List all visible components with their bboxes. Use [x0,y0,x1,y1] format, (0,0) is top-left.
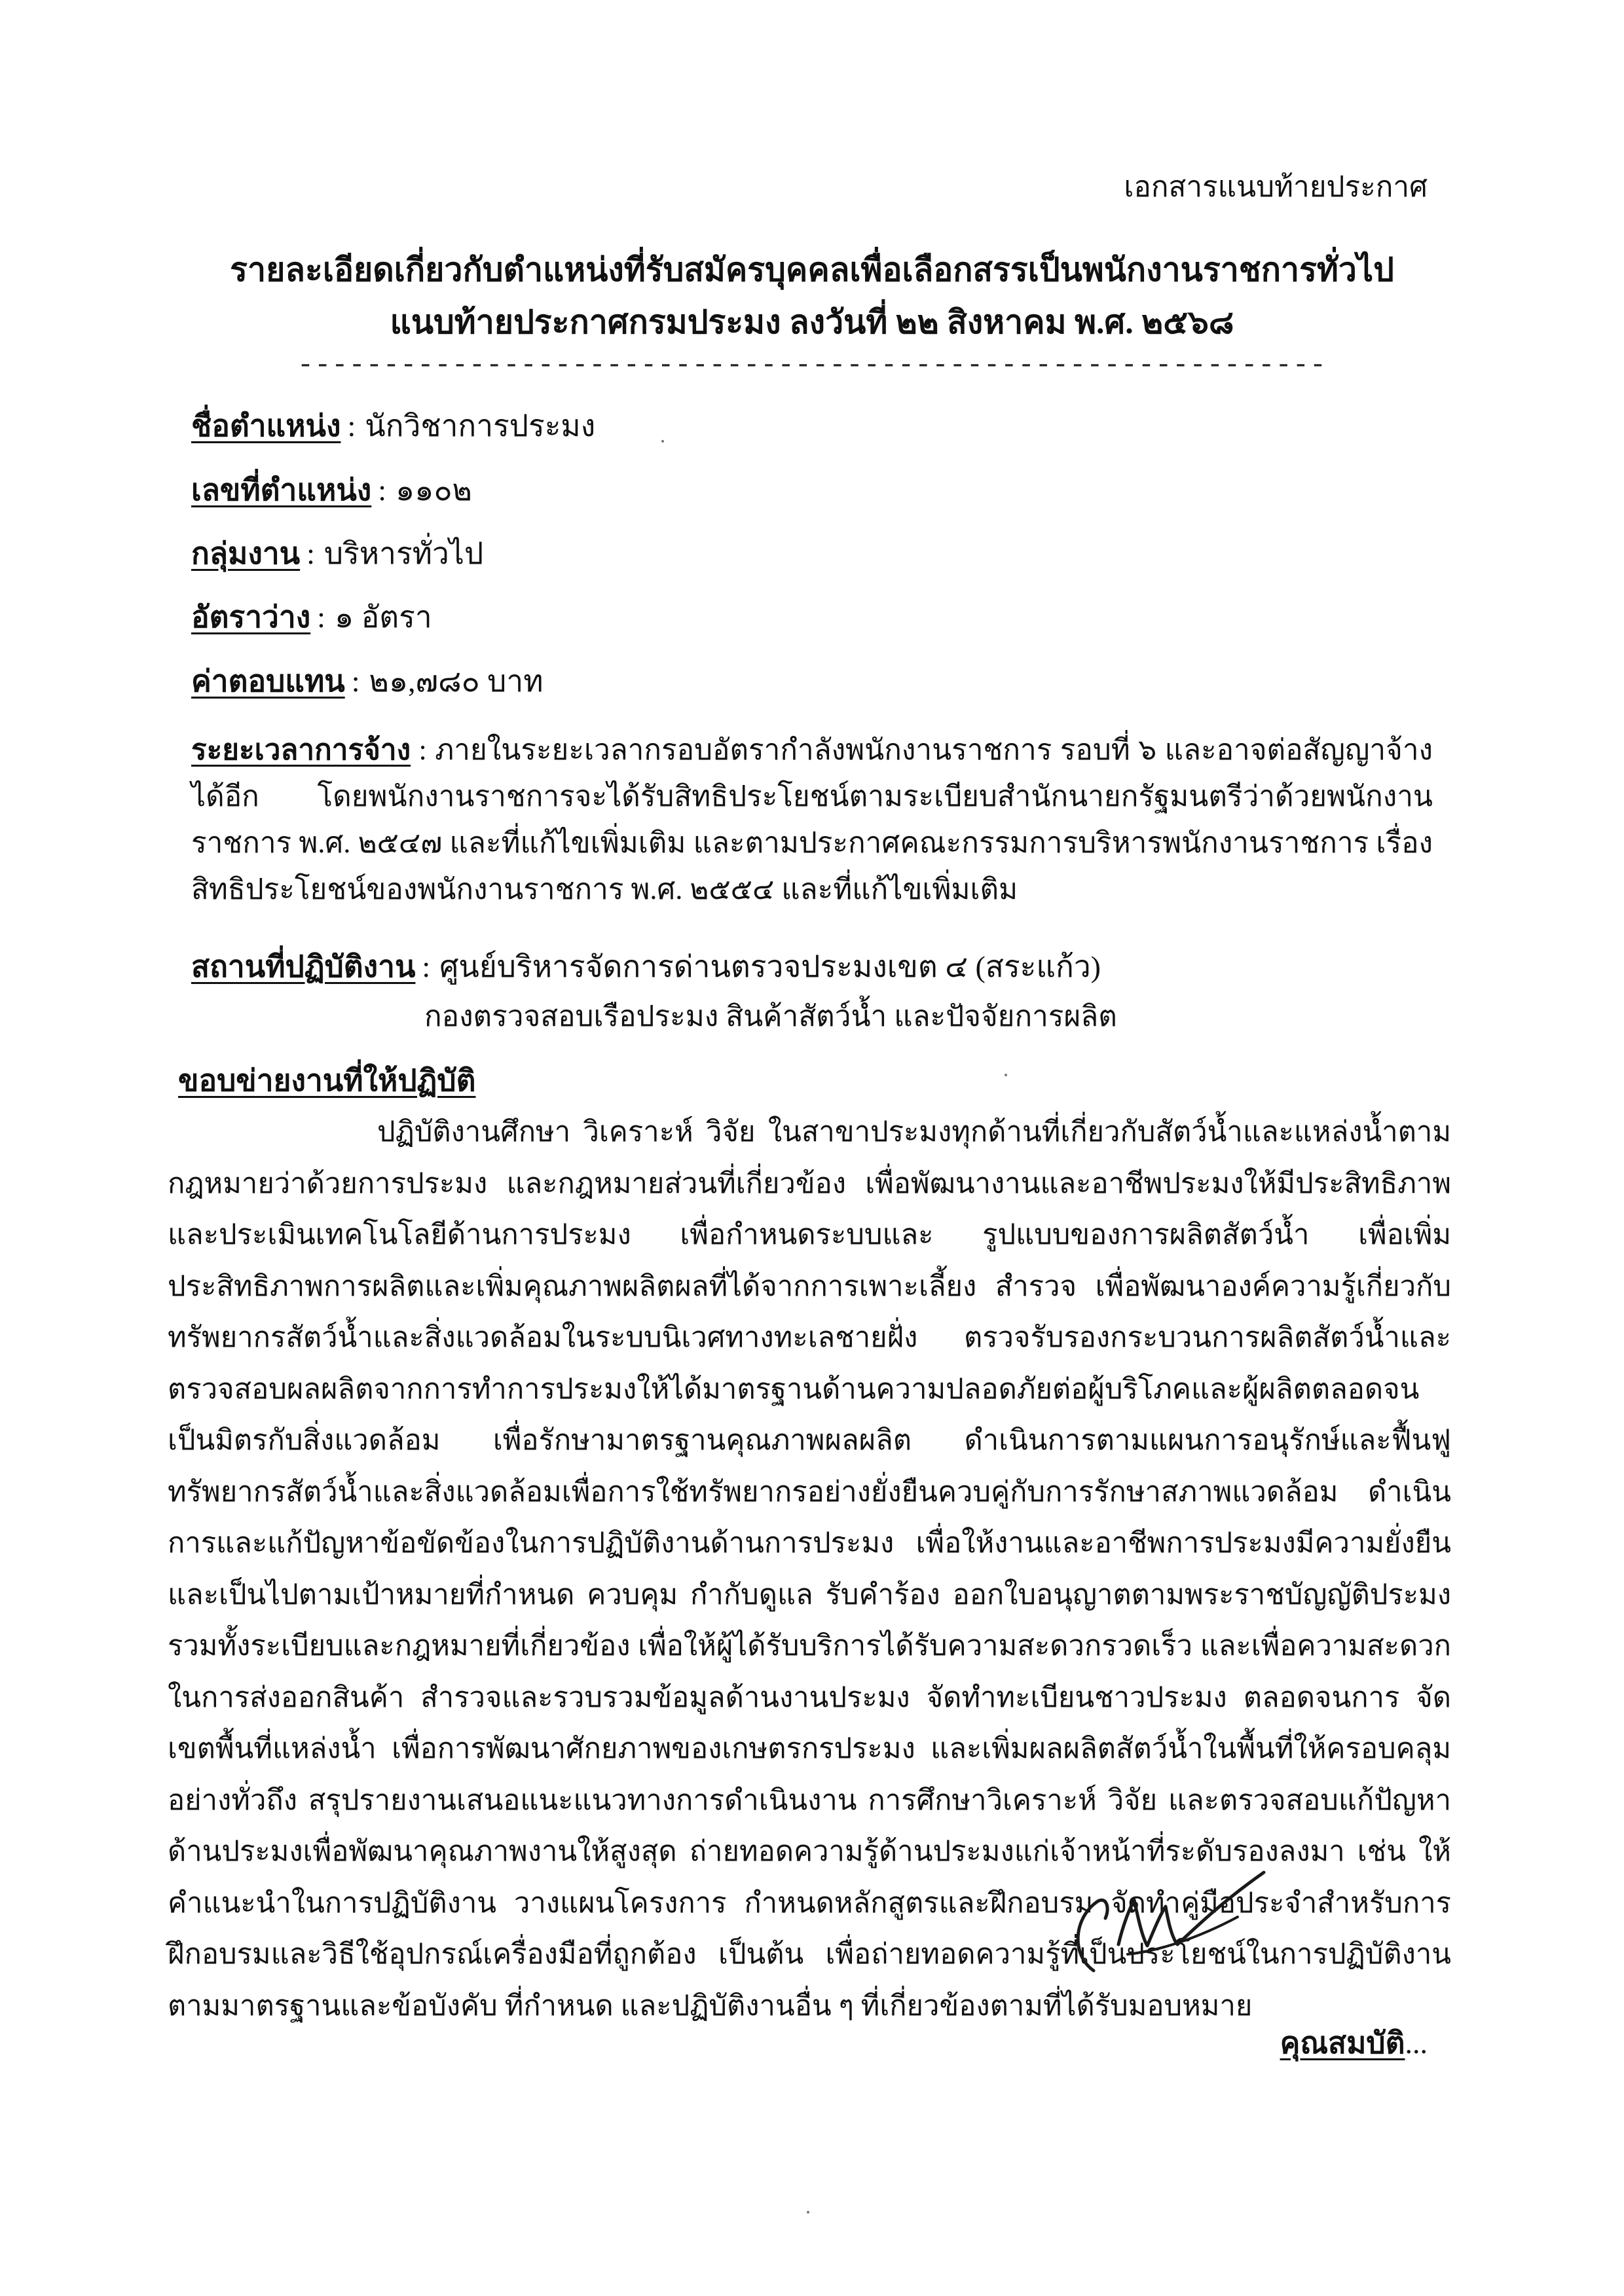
vacancy-label: อัตราว่าง [191,600,311,634]
workplace-line-1: ศูนย์บริหารจัดการด่านตรวจประมงเขต ๔ (สระแก้ว) [439,950,1101,983]
attachment-label: เอกสารแนบท้ายประกาศ [1124,171,1428,203]
continued-ellipsis: ... [1405,2026,1428,2060]
compensation-field [191,661,544,702]
employment-period-label: ระยะเวลาการจ้าง [191,734,411,766]
compensation-label: ค่าตอบแทน [191,665,345,698]
position-number-value: ๑๑๐๒ [396,473,472,507]
workplace-line-2: กองตรวจสอบเรือประมง สินค้าสัตว์น้ำ และปัจจัยการผลิต [424,1000,1117,1032]
vacancy-value: ๑ อัตรา [334,600,432,634]
workplace-label: สถานที่ปฏิบัติงาน [191,950,416,983]
employment-period-text: ภายในระยะเวลากรอบอัตรากำลังพนักงานราชการ รอบที่ ๖ และอาจต่อสัญญาจ้างได้อีก โดยพนักงานราชการจะได้รับสิทธิประโยชน์ตามระเบียบสำนักนายกรัฐมนตรีว่าด้วยพนักงานราชการ พ.ศ. ๒๕๔๗ และที่แก้ไขเพิ่มเติม และตามประกาศคณะกรรมการบริหารพนักงานราชการ เรื่อง สิทธิประโยชน์ของพนักงานราชการ พ.ศ. ๒๕๕๔ และที่แก้ไขเพิ่มเติม [191,734,1433,905]
vacancy-field [191,597,432,638]
field-separator: : [422,950,431,983]
field-separator: : [306,537,315,570]
field-separator: : [347,409,356,443]
continued-label: คุณสมบัติ [1280,2026,1405,2060]
title-line-2: แนบท้ายประกาศกรมประมง ลงวันที่ ๒๒ สิงหาคม พ.ศ. ๒๕๖๘ [390,304,1234,340]
position-name-value: นักวิชาการประมง [365,409,596,443]
work-group-label: กลุ่มงาน [191,537,301,570]
document-title [157,244,1467,348]
signature-stroke [1078,1900,1107,1971]
duties-heading: ขอบข่ายงานที่ให้ปฏิบัติ [178,1064,476,1097]
signature-scribble [1067,1846,1283,1977]
work-group-value: บริหารทั่วไป [323,537,484,570]
compensation-value: ๒๑,๗๘๐ บาท [369,665,544,698]
field-separator: : [378,473,387,507]
employment-period-paragraph [191,727,1433,913]
duties-paragraph: ปฏิบัติงานศึกษา วิเคราะห์ วิจัย ในสาขาประมงทุกด้านที่เกี่ยวกับสัตว์น้ำและแหล่งน้ำตามกฎหมายว่าด้วยการประมง และกฎหมายส่วนที่เกี่ยวข้อง เพื่อพัฒนางานและอาชีพประมงให้มีประสิทธิภาพ และประเมินเทคโนโลยีด้านการประมง เพื่อกำหนดระบบและ รูปแบบของการผลิตสัตว์น้ำ เพื่อเพิ่มประสิทธิภาพการผลิตและเพิ่มคุณภาพผลิตผลที่ได้จากการเพาะเลี้ยง สำรวจ เพื่อพัฒนาองค์ความรู้เกี่ยวกับทรัพยากรสัตว์น้ำและสิ่งแวดล้อมในระบบนิเวศทางทะเลชายฝั่ง ตรวจรับรองกระบวนการผลิตสัตว์น้ำและตรวจสอบผลผลิตจากการทำการประมงให้ได้มาตรฐานด้านความปลอดภัยต่อผู้บริโภคและผู้ผลิตตลอดจนเป็นมิตรกับสิ่งแวดล้อม เพื่อรักษามาตรฐานคุณภาพผลผลิต ดำเนินการตามแผนการอนุรักษ์และฟื้นฟูทรัพยากรสัตว์น้ำและสิ่งแวดล้อมเพื่อการใช้ทรัพยากรอย่างยั่งยืนควบคู่กับการรักษาสภาพแวดล้อม ดำเนินการและแก้ปัญหาข้อขัดข้องในการปฏิบัติงานด้านการประมง เพื่อให้งานและอาชีพการประมงมีความยั่งยืนและเป็นไปตามเป้าหมายที่กำหนด ควบคุม กำกับดูแล รับคำร้อง ออกใบอนุญาตตามพระราชบัญญัติประมง รวมทั้งระเบียบและกฎหมายที่เกี่ยวข้อง เพื่อให้ผู้ได้รับบริการได้รับความสะดวกรวดเร็ว และเพื่อความสะดวกในการส่งออกสินค้า สำรวจและรวบรวมข้อมูลด้านงานประมง จัดทำทะเบียนชาวประมง ตลอดจนการ จัดเขตพื้นที่แหล่งน้ำ เพื่อการพัฒนาศักยภาพของเกษตรกรประมง และเพิ่มผลผลิตสัตว์น้ำในพื้นที่ให้ครอบคลุมอย่างทั่วถึง สรุปรายงานเสนอแนะแนวทางการดำเนินงาน การศึกษาวิเคราะห์ วิจัย และตรวจสอบแก้ปัญหาด้านประมงเพื่อพัฒนาคุณภาพงานให้สูงสุด ถ่ายทอดความรู้ด้านประมงแก่เจ้าหน้าที่ระดับรองลงมา เช่น ให้คำแนะนำในการปฏิบัติงาน วางแผนโครงการ กำหนดหลักสูตรและฝึกอบรม จัดทำคู่มือประจำสำหรับการฝึกอบรมและวิธีใช้อุปกรณ์เครื่องมือที่ถูกต้อง เป็นต้น เพื่อถ่ายทอดความรู้ที่เป็นประโยชน์ในการปฏิบัติงานตามมาตรฐานและข้อบังคับ ที่กำหนด และปฏิบัติงานอื่น ๆ ที่เกี่ยวข้องตามที่ได้รับมอบหมาย [168,1116,1451,2022]
work-group-field [191,534,483,574]
field-separator: : [317,600,325,634]
title-divider-wrap [157,351,1467,380]
position-name-label: ชื่อตำแหน่ง [191,409,341,443]
position-name-field [191,406,595,446]
continued-next-page [1280,2023,1428,2064]
title-line-1: รายละเอียดเกี่ยวกับตำแหน่งที่รับสมัครบุคคลเพื่อเลือกสรรเป็นพนักงานราชการทั่วไป [230,251,1394,288]
scan-speck [807,2211,809,2214]
workplace-field [191,947,1101,987]
position-number-label: เลขที่ตำแหน่ง [191,473,372,507]
signature-stroke [1118,1872,1264,1946]
title-divider: ------------------------------------------------------------ [297,350,1327,381]
scan-speck [1005,1074,1007,1076]
field-separator: : [351,665,360,698]
position-number-field [191,470,472,511]
scan-speck [661,440,664,443]
field-separator: : [418,734,427,766]
